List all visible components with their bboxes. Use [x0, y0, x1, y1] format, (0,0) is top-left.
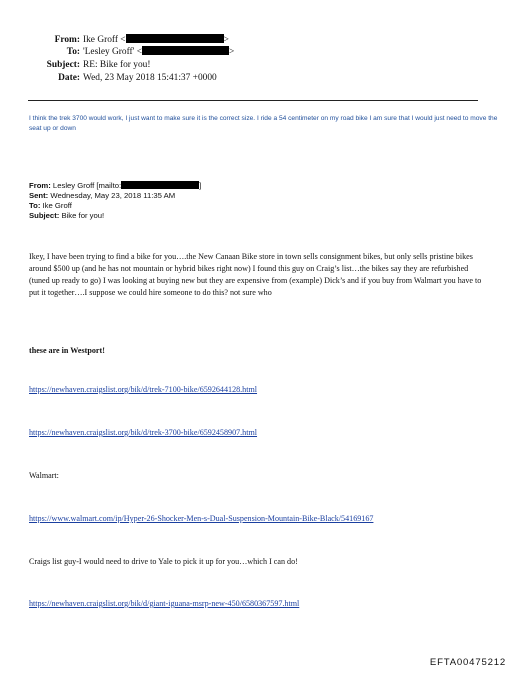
from-label: From:: [54, 35, 80, 45]
fwd-to-label: To:: [29, 201, 41, 210]
from-value: Ike Groff <: [83, 35, 126, 45]
fwd-subject-row: [29, 211, 104, 221]
to-value: 'Lesley Groff' <: [83, 47, 142, 57]
header-date-row: [0, 72, 217, 84]
fwd-sent-label: Sent:: [29, 191, 49, 200]
fwd-from-tail: ]: [199, 181, 202, 190]
craigs-list-line: Craigs list guy-I would need to drive to Yale to pick it up for you…which I can do!: [29, 557, 298, 566]
fwd-subject-value: Bike for you!: [61, 211, 105, 220]
header-subject-row: [0, 59, 150, 71]
redaction-bar: [121, 181, 202, 190]
fwd-to-row: [29, 201, 72, 211]
walmart-link[interactable]: https://www.walmart.com/ip/Hyper-26-Shocker-Men-s-Dual-Suspension-Mountain-Bike-Black/54169167: [29, 514, 374, 523]
fwd-from-row: [29, 181, 201, 191]
from-tail: >: [223, 35, 229, 45]
walmart-label: Walmart:: [29, 471, 59, 480]
subject-label: Subject:: [46, 60, 80, 70]
to-label: To:: [66, 47, 80, 57]
fwd-sent-row: [29, 191, 175, 201]
date-value: Wed, 23 May 2018 15:41:37 +0000: [83, 73, 217, 83]
craigslist-link-giant-iguana[interactable]: https://newhaven.craigslist.org/bik/d/giant-iguana-msrp-new-450/6580367597.html: [29, 599, 300, 608]
craigslist-link-trek-7100[interactable]: https://newhaven.craigslist.org/bik/d/trek-7100-bike/6592644128.html: [29, 385, 258, 394]
fwd-subject-label: Subject:: [29, 211, 60, 220]
header-from-row: [0, 34, 229, 46]
westport-line: these are in Westport!: [29, 346, 105, 355]
bates-number: EFTA00475212: [429, 657, 506, 668]
fwd-from-value: Lesley Groff [mailto:: [52, 181, 122, 190]
fwd-sent-value: Wednesday, May 23, 2018 11:35 AM: [50, 191, 176, 200]
header-divider: [28, 100, 478, 101]
date-label: Date:: [58, 73, 80, 83]
redaction-bar: [142, 46, 229, 55]
body-paragraph: Ikey, I have been trying to find a bike for you….the New Canaan Bike store in town sells consignment bikes, but only sells pristine bikes around $500 up (and he has not mountain or hybrid bikes right now) I found this guy on Craig’s list…the bikes say they are refurbished (tuned up ready to go) I was looking at buying new but they are expensive from (example) Dick’s and if you buy from Walmart you have to put it together….I suppose we could hire someone to do this? not sure who: [29, 252, 482, 297]
reply-text: I think the trek 3700 would work, I just want to make sure it is the correct size. I ride a 54 centimeter on my road bike I am sure that I would just need to move the seat up or down: [29, 115, 498, 132]
to-tail: >: [229, 47, 235, 57]
header-to-row: [0, 46, 234, 58]
fwd-to-value: Ike Groff: [42, 201, 72, 210]
craigslist-link-trek-3700[interactable]: https://newhaven.craigslist.org/bik/d/trek-3700-bike/6592458907.html: [29, 428, 258, 437]
subject-value: RE: Bike for you!: [83, 60, 151, 70]
redaction-bar: [126, 34, 224, 43]
fwd-from-label: From:: [29, 181, 51, 190]
